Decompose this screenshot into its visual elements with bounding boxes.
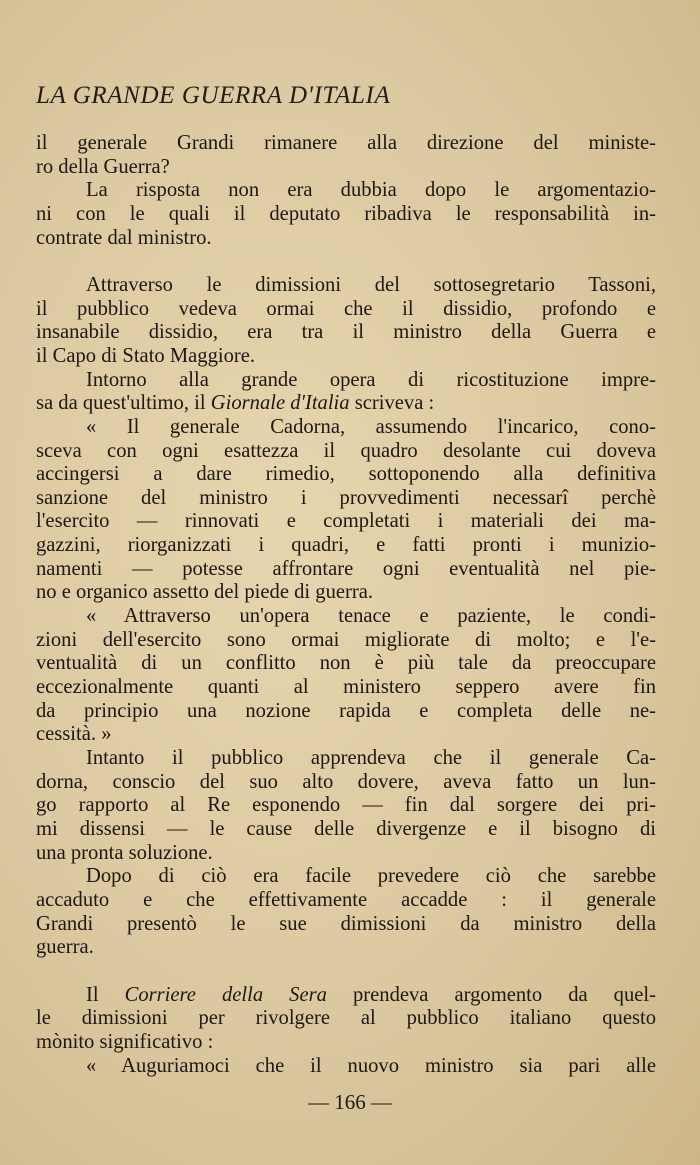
text-line: il Capo di Stato Maggiore. [36, 344, 256, 367]
text-line: sanzione del ministro i provvedimenti necessarî perchè [36, 486, 656, 509]
text-line: ventualità di un conflitto non è più tale da preoccupare [36, 652, 656, 675]
text-line: Dopo di ciò era facile prevedere ciò che sarebbe [86, 865, 656, 888]
text-line: una pronta soluzione. [36, 841, 213, 864]
text-run: scriveva : [349, 392, 435, 415]
text-line [36, 392, 656, 416]
text-line: gazzini, riorganizzati i quadri, e fatti pronti i munizio- [36, 534, 656, 557]
text-line: sceva con ogni esattezza il quadro desolante cui doveva [36, 439, 656, 462]
text-line: le dimissioni per rivolgere al pubblico italiano questo [36, 1007, 656, 1030]
text-line: il pubblico vedeva ormai che il dissidio, profondo e [36, 297, 656, 320]
text-line: « Il generale Cadorna, assumendo l'incarico, cono- [86, 415, 656, 438]
text-line: go rapporto al Re esponendo — fin dal sorgere dei pri- [36, 794, 656, 817]
text-line: zioni dell'esercito sono ormai migliorate di molto; e l'e- [36, 628, 656, 651]
paragraph-gap [36, 250, 656, 274]
text-line: mi dissensi — le cause delle divergenze e il bisogno di [36, 818, 656, 841]
text-line: La risposta non era dubbia dopo le argomentazio- [86, 179, 656, 202]
text-line: Intorno alla grande opera di ricostituzione impre- [86, 368, 656, 391]
text-line: dorna, conscio del suo alto dovere, aveva fatto un lun- [36, 770, 656, 793]
text-line: Grandi presentò le sue dimissioni da ministro della [36, 912, 656, 935]
text-line: « Auguriamoci che il nuovo ministro sia pari alle [86, 1054, 656, 1077]
text-line: Attraverso le dimissioni del sottosegretario Tassoni, [86, 273, 656, 296]
text-line: accingersi a dare rimedio, sottoponendo alla definitiva [36, 463, 656, 486]
running-head: LA GRANDE GUERRA D'ITALIA [36, 82, 391, 109]
text-run: sa da quest'ultimo, il [36, 392, 211, 415]
text-run: Il [86, 983, 125, 1006]
text-line: namenti — potesse affrontare ogni eventualità nel pie- [36, 557, 656, 580]
text-line: insanabile dissidio, era tra il ministro della Guerra e [36, 321, 656, 344]
text-line: guerra. [36, 936, 94, 959]
text-line: no e organico assetto del piede di guerra. [36, 581, 374, 604]
page-number: — 166 — [308, 1090, 392, 1114]
text-line: da principio una nozione rapida e completa delle ne- [36, 699, 656, 722]
paragraph-gap [36, 960, 656, 984]
text-line: contrate dal ministro. [36, 226, 212, 249]
text-line: ni con le quali il deputato ribadiva le responsabilità in- [36, 202, 656, 225]
text-line: « Attraverso un'opera tenace e paziente, le condi- [86, 605, 656, 628]
text-line: mònito significativo : [36, 1030, 214, 1053]
text-line: il generale Grandi rimanere alla direzione del ministe- [36, 132, 656, 154]
text-run: prendeva argomento da quel- [326, 983, 656, 1006]
text-line [36, 984, 656, 1008]
text-line: ro della Guerra? [36, 155, 170, 178]
italic-title: Corriere della Sera [124, 983, 327, 1006]
text-line: eccezionalmente quanti al ministero seppero avere fin [36, 676, 656, 699]
text-line: l'esercito — rinnovati e completati i materiali dei ma- [36, 510, 656, 533]
text-line: cessità. » [36, 723, 112, 746]
text-line: Intanto il pubblico apprendeva che il generale Ca- [86, 747, 656, 770]
italic-title: Giornale d'Italia [210, 392, 350, 415]
body-text [36, 132, 656, 1078]
text-line: accaduto e che effettivamente accadde : il generale [36, 888, 656, 911]
